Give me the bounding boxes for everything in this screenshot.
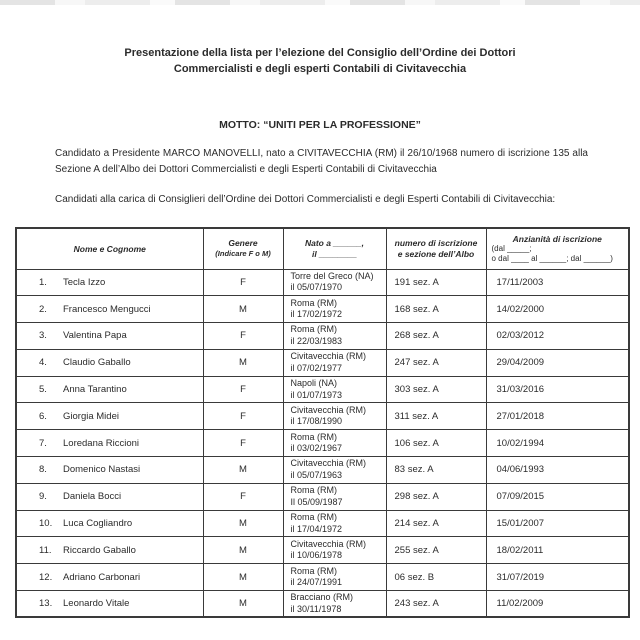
candidate-registration: 106 sez. A	[386, 430, 486, 457]
candidate-seniority: 02/03/2012	[486, 323, 629, 350]
born-header-line2: il ________	[312, 248, 357, 259]
candidate-registration: 311 sez. A	[386, 403, 486, 430]
candidate-number: 6.	[39, 410, 47, 422]
candidate-birth-place: Bracciano (RM)	[290, 592, 354, 603]
candidate-birth-place: Roma (RM)	[290, 297, 337, 308]
candidate-birth-date: il 17/08/1990	[290, 416, 343, 427]
candidate-gender: F	[203, 483, 283, 510]
candidate-number: 1.	[39, 276, 47, 288]
candidate-name: Tecla Izzo	[63, 276, 106, 288]
candidate-birth-place: Torre del Greco (NA)	[290, 270, 374, 281]
candidate-gender: M	[203, 510, 283, 537]
candidate-seniority: 14/02/2000	[486, 296, 629, 323]
column-header-seniority	[486, 228, 629, 269]
column-header-gender	[203, 228, 283, 269]
motto-line: MOTTO: “UNITI PER LA PROFESSIONE”	[219, 119, 421, 131]
paragraph-president-candidate: Candidato a Presidente MARCO MANOVELLI, nato a CIVITAVECCHIA (RM) il 26/10/1968 numero di iscrizione 135 alla Sezione A dell’Albo dei Dottori Commercialisti e degli Esperti Contabili di Civitavecchia	[55, 148, 588, 175]
candidate-name: Giorgia Midei	[63, 410, 119, 422]
candidate-birth-date: Il 05/09/1987	[290, 496, 343, 507]
candidate-seniority: 11/02/2009	[486, 591, 629, 618]
candidate-name: Claudio Gaballo	[63, 357, 131, 369]
page-title-text: Presentazione della lista per l’elezione del Consiglio dell’Ordine dei Dottori Commercialisti e degli esperti Contabili di Civitavecchia	[124, 47, 516, 75]
table-row	[16, 483, 629, 510]
born-header-line1: Nato a ______,	[304, 238, 365, 249]
scan-edge-artifact	[0, 0, 640, 5]
candidate-name: Adriano Carbonari	[63, 571, 141, 583]
candidate-number: 5.	[39, 384, 47, 396]
candidate-birth-date: il 10/06/1978	[290, 550, 343, 561]
candidate-gender: M	[203, 349, 283, 376]
candidate-registration: 298 sez. A	[386, 483, 486, 510]
candidate-name: Anna Tarantino	[63, 384, 127, 396]
candidate-registration: 255 sez. A	[386, 537, 486, 564]
candidate-birth-place: Civitavecchia (RM)	[290, 458, 367, 469]
candidate-number: 9.	[39, 491, 47, 503]
candidate-seniority: 29/04/2009	[486, 349, 629, 376]
candidate-birth-place: Roma (RM)	[290, 565, 337, 576]
candidate-birth-date: il 17/04/1972	[290, 523, 343, 534]
candidate-name: Valentina Papa	[63, 330, 127, 342]
column-header-born	[283, 228, 386, 269]
candidate-seniority: 27/01/2018	[486, 403, 629, 430]
candidate-seniority: 07/09/2015	[486, 483, 629, 510]
candidate-birth-place: Roma (RM)	[290, 485, 337, 496]
candidate-number: 11.	[39, 544, 52, 556]
candidate-number: 10.	[39, 518, 53, 530]
candidate-birth-date: il 03/02/1967	[290, 443, 343, 454]
candidate-gender: M	[203, 537, 283, 564]
seniority-header-line3: o dal ____ al ______; dal ______)	[491, 254, 613, 263]
candidate-registration: 243 sez. A	[386, 591, 486, 618]
candidate-name: Luca Cogliandro	[63, 518, 133, 530]
candidate-name: Riccardo Gaballo	[63, 544, 136, 556]
candidate-registration: 214 sez. A	[386, 510, 486, 537]
candidate-number: 12.	[39, 571, 53, 583]
candidate-birth-place: Roma (RM)	[290, 431, 337, 442]
candidate-seniority: 15/01/2007	[486, 510, 629, 537]
candidate-seniority: 10/02/1994	[486, 430, 629, 457]
candidate-number: 13.	[39, 598, 53, 610]
table-row	[16, 591, 629, 618]
candidate-birth-place: Civitavecchia (RM)	[290, 404, 367, 415]
paragraph-candidates-intro: Candidati alla carica di Consiglieri dell’Ordine dei Dottori Commercialisti e degli Esperti Contabili di Civitavecchia:	[55, 194, 556, 205]
table-row	[16, 457, 629, 484]
candidate-birth-date: il 30/11/1978	[290, 603, 342, 614]
candidate-name: Leonardo Vitale	[63, 598, 130, 610]
table-row	[16, 296, 629, 323]
candidate-registration: 268 sez. A	[386, 323, 486, 350]
candidate-seniority: 31/07/2019	[486, 564, 629, 591]
candidate-birth-date: il 05/07/1963	[290, 469, 343, 480]
candidate-number: 7.	[39, 437, 47, 449]
candidate-registration: 303 sez. A	[386, 376, 486, 403]
candidate-birth-place: Civitavecchia (RM)	[290, 538, 367, 549]
candidate-name: Francesco Mengucci	[63, 303, 151, 315]
candidate-name: Domenico Nastasi	[63, 464, 141, 476]
candidate-number: 3.	[39, 330, 47, 342]
candidate-birth-date: il 17/02/1972	[290, 309, 343, 320]
candidate-registration: 191 sez. A	[386, 269, 486, 296]
candidate-number: 4.	[39, 357, 47, 369]
candidate-seniority: 18/02/2011	[486, 537, 629, 564]
candidate-number: 8.	[39, 464, 47, 476]
candidate-name: Daniela Bocci	[63, 491, 122, 503]
candidate-gender: M	[203, 457, 283, 484]
candidate-gender: M	[203, 591, 283, 618]
gender-header-title: Genere	[228, 238, 258, 249]
gender-header-note: (Indicare F o M)	[215, 248, 271, 258]
table-row	[16, 403, 629, 430]
candidate-seniority: 17/11/2003	[486, 269, 629, 296]
column-header-registration: numero di iscrizione e sezione dell’Albo	[386, 228, 486, 269]
candidate-gender: F	[203, 323, 283, 350]
candidate-birth-place: Napoli (NA)	[290, 378, 338, 389]
candidate-registration: 168 sez. A	[386, 296, 486, 323]
table-header-row	[16, 228, 629, 269]
table-row	[16, 510, 629, 537]
candidate-gender: M	[203, 296, 283, 323]
candidate-birth-place: Roma (RM)	[290, 512, 337, 523]
candidate-number: 2.	[39, 303, 47, 315]
table-row	[16, 564, 629, 591]
page-title	[0, 46, 640, 77]
seniority-header-line2: (dal _____;	[491, 244, 532, 253]
candidate-seniority: 31/03/2016	[486, 376, 629, 403]
candidate-gender: F	[203, 269, 283, 296]
candidate-gender: M	[203, 564, 283, 591]
table-row	[16, 376, 629, 403]
candidate-birth-date: il 07/02/1977	[290, 362, 343, 373]
candidate-gender: F	[203, 430, 283, 457]
candidates-table	[15, 227, 630, 618]
candidate-registration: 247 sez. A	[386, 349, 486, 376]
column-header-name: Nome e Cognome	[16, 228, 203, 269]
candidate-gender: F	[203, 376, 283, 403]
candidate-birth-date: il 22/03/1983	[290, 335, 343, 346]
candidate-birth-date: il 05/07/1970	[290, 282, 343, 293]
candidate-name: Loredana Riccioni	[63, 437, 140, 449]
table-row	[16, 430, 629, 457]
candidate-seniority: 04/06/1993	[486, 457, 629, 484]
candidate-birth-date: il 01/07/1973	[290, 389, 343, 400]
candidate-birth-place: Civitavecchia (RM)	[290, 351, 367, 362]
candidates-tbody	[16, 269, 629, 617]
table-row	[16, 323, 629, 350]
table-row	[16, 269, 629, 296]
candidate-gender: F	[203, 403, 283, 430]
seniority-header-title: Anzianità di iscrizione	[512, 233, 602, 244]
candidate-birth-date: il 24/07/1991	[290, 577, 343, 588]
candidate-registration: 06 sez. B	[386, 564, 486, 591]
table-row	[16, 349, 629, 376]
candidate-birth-place: Roma (RM)	[290, 324, 337, 335]
candidate-registration: 83 sez. A	[386, 457, 486, 484]
table-row	[16, 537, 629, 564]
